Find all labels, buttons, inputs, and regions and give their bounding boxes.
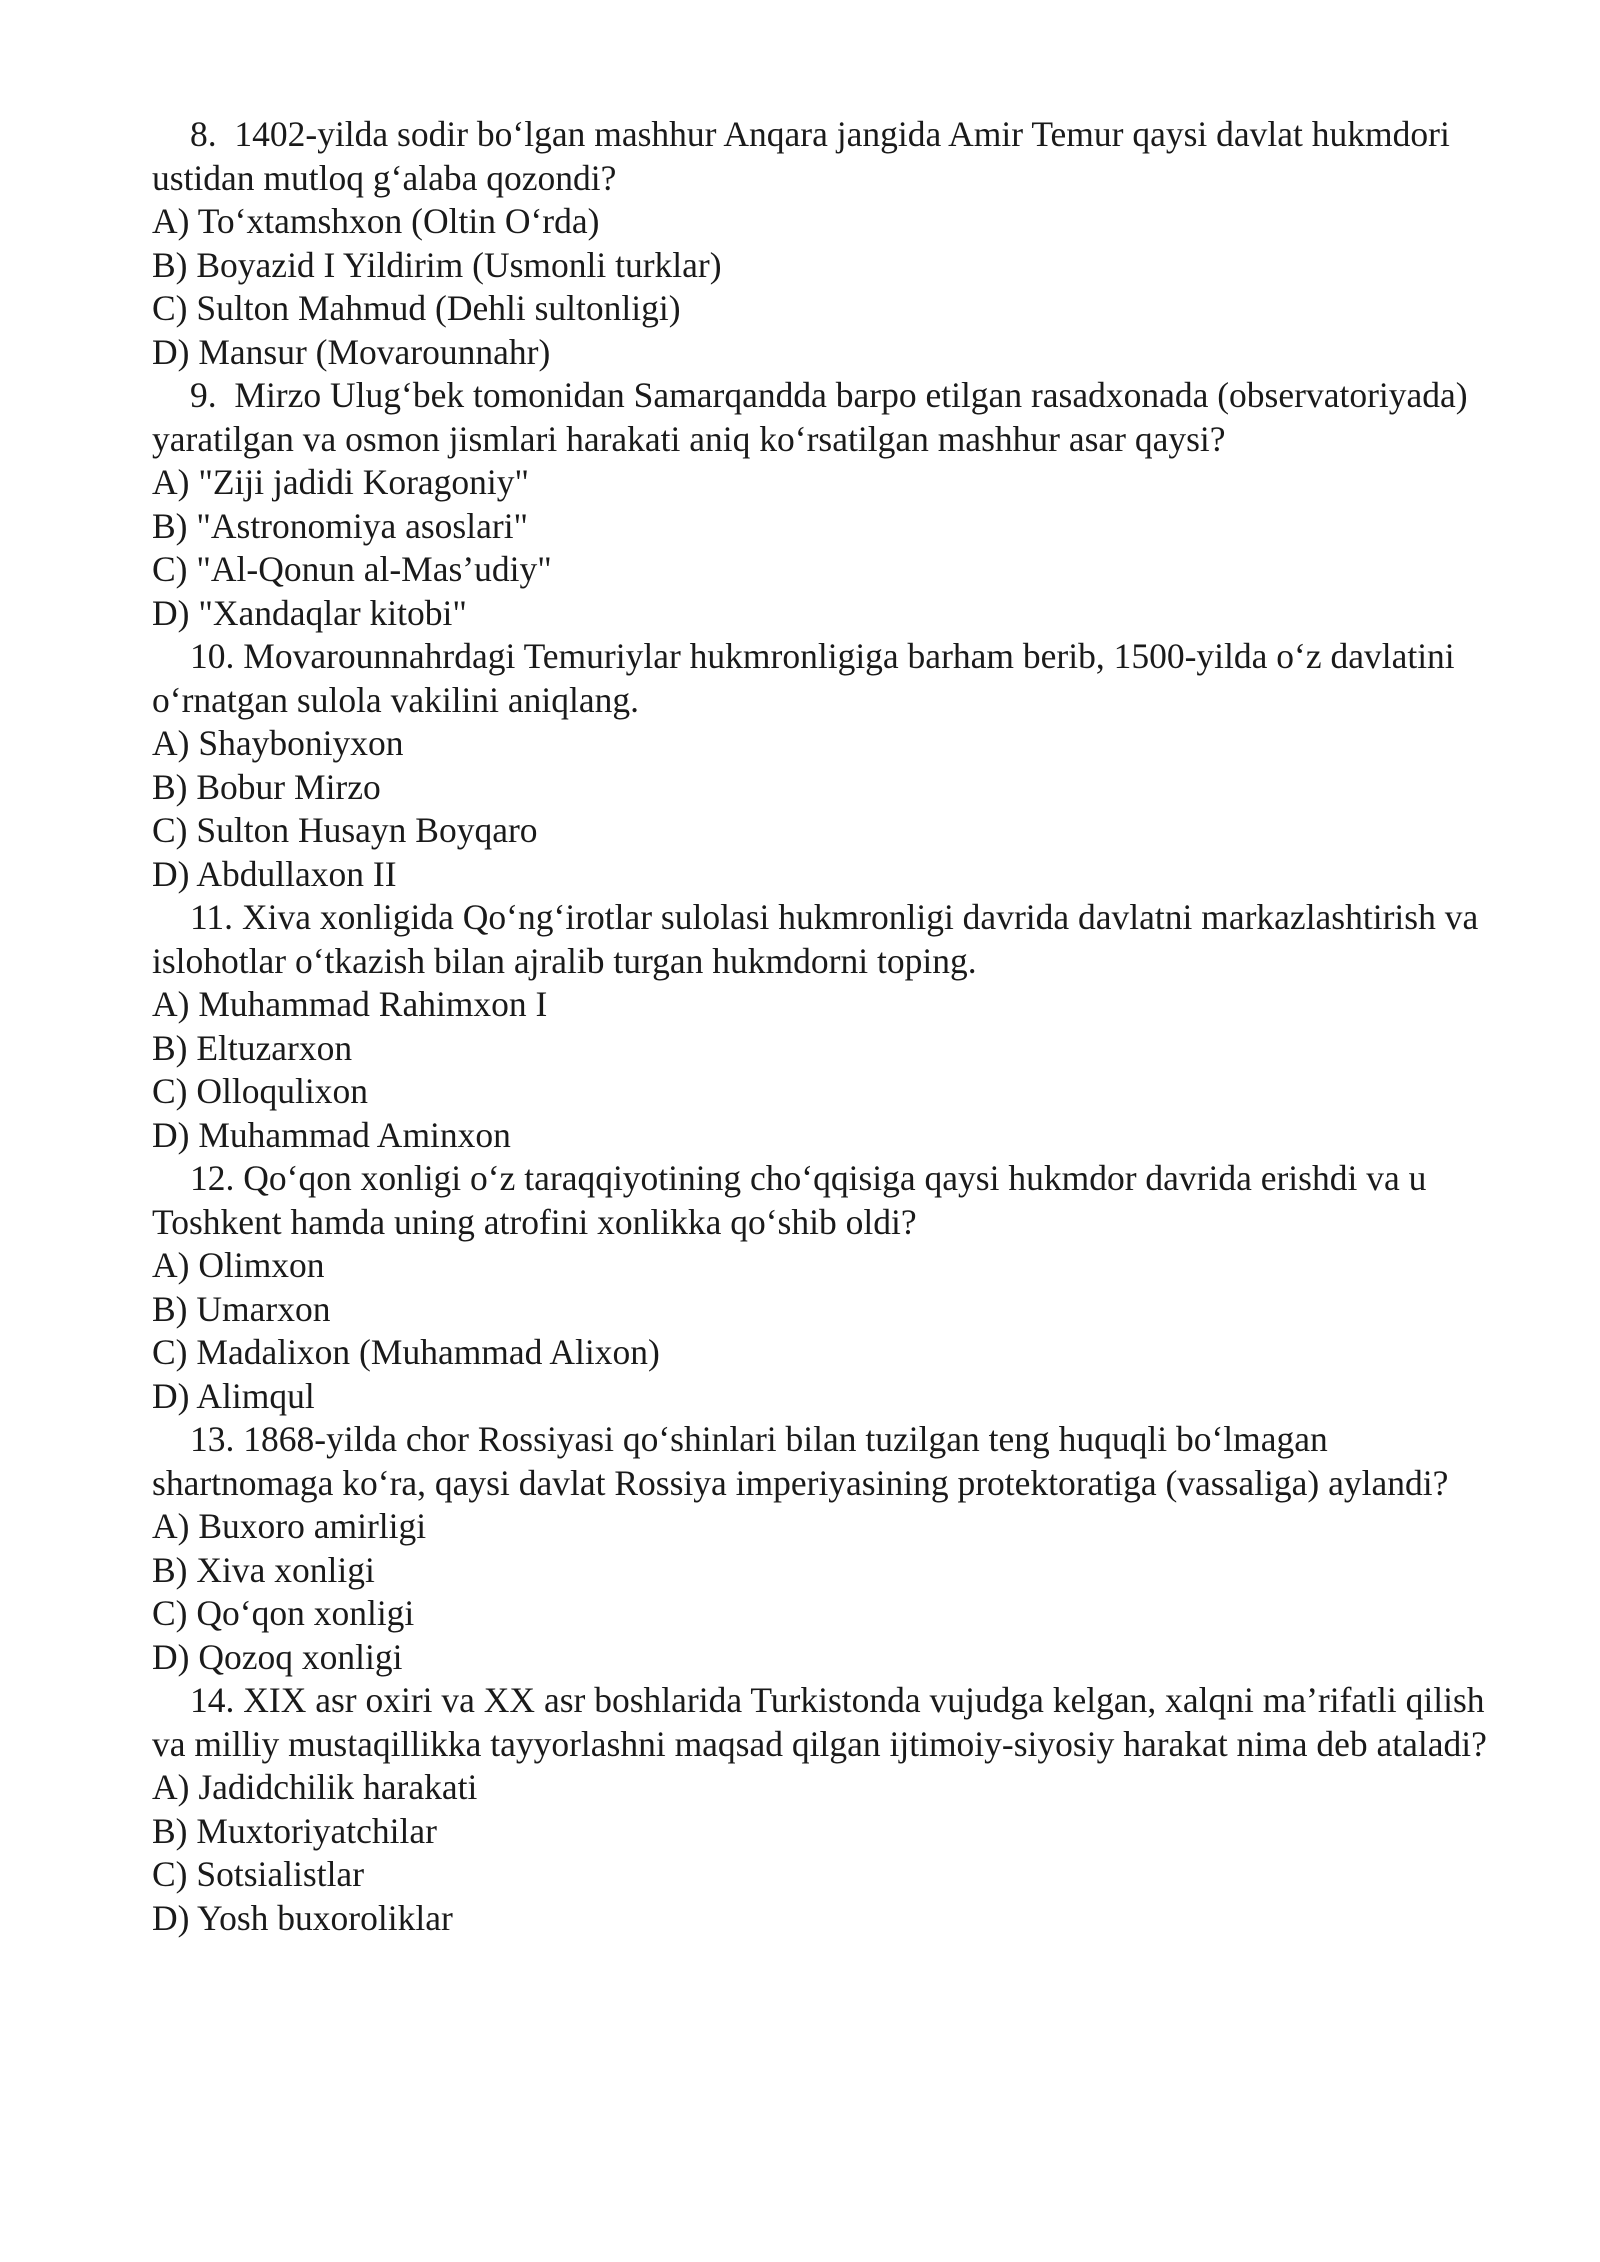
option-b: B) Umarxon: [152, 1288, 331, 1329]
option-b: B) Bobur Mirzo: [152, 766, 381, 807]
option-d: D) Abdullaxon II: [152, 853, 397, 894]
question-body: Qo‘qon xonligi o‘z taraqqiyotining cho‘qqisiga qaysi hukmdor davrida erishdi va u Toshkent hamda uning atrofini xonlikka qo‘shib oldi?: [152, 1158, 1427, 1242]
question-number: 13.: [190, 1419, 235, 1459]
option-b: B) Xiva xonligi: [152, 1549, 375, 1590]
option-d: D) Mansur (Movarounnahr): [152, 331, 551, 372]
option-d: D) Alimqul: [152, 1375, 315, 1416]
question-body: Movarounnahrdagi Temuriylar hukmronligiga barham berib, 1500-yilda o‘z davlatini o‘rnatgan sulola vakilini aniqlang.: [152, 636, 1455, 720]
question-10: [152, 635, 1492, 896]
option-a: A) "Ziji jadidi Koragoniy": [152, 462, 530, 502]
question-number: 9.: [190, 375, 217, 415]
question-number: 11.: [190, 897, 234, 937]
question-body: 1868-yilda chor Rossiyasi qo‘shinlari bilan tuzilgan teng huquqli bo‘lmagan shartnomaga ko‘ra, qaysi davlat Rossiya imperiyasining protektoratiga (vassaliga) aylandi?: [152, 1419, 1449, 1503]
question-text: [152, 374, 1492, 461]
option-b: B) Boyazid I Yildirim (Usmonli turklar): [152, 244, 722, 285]
question-number: 14.: [190, 1680, 235, 1720]
question-8: [152, 113, 1492, 374]
question-13: [152, 1418, 1492, 1679]
question-text: [152, 1157, 1492, 1244]
option-d: D) "Xandaqlar kitobi": [152, 592, 467, 633]
option-a: A) Jadidchilik harakati: [152, 1767, 478, 1807]
option-b: B) Muxtoriyatchilar: [152, 1810, 437, 1851]
question-12: [152, 1157, 1492, 1418]
question-number: 10.: [190, 636, 235, 676]
option-b: B) "Astronomiya asoslari": [152, 505, 529, 546]
question-body: XIX asr oxiri va XX asr boshlarida Turkistonda vujudga kelgan, xalqni ma’rifatli qilish va milliy mustaqillikka tayyorlashni maqsad qilgan ijtimoiy-siyosiy harakat nima deb ataladi?: [152, 1680, 1487, 1764]
option-c: C) Madalixon (Muhammad Alixon): [152, 1332, 660, 1372]
option-d: D) Muhammad Aminxon: [152, 1114, 511, 1155]
question-11: [152, 896, 1492, 1157]
question-text: [152, 1418, 1492, 1505]
option-a: A) Muhammad Rahimxon I: [152, 984, 548, 1024]
question-text: [152, 635, 1492, 722]
option-d: D) Qozoq xonligi: [152, 1636, 403, 1677]
document-page: [152, 113, 1492, 1940]
question-text: [152, 896, 1492, 983]
option-b: B) Eltuzarxon: [152, 1027, 353, 1068]
option-c: C) Sulton Husayn Boyqaro: [152, 810, 538, 850]
question-body: Mirzo Ulug‘bek tomonidan Samarqandda barpo etilgan rasadxonada (observatoriyada) yaratilgan va osmon jismlari harakati aniq ko‘rsatilgan mashhur asar qaysi?: [152, 375, 1468, 459]
option-c: C) Sotsialistlar: [152, 1854, 365, 1894]
question-number: 8.: [190, 114, 217, 154]
option-c: C) Sulton Mahmud (Dehli sultonligi): [152, 288, 681, 328]
option-d: D) Yosh buxoroliklar: [152, 1897, 453, 1938]
question-number: 12.: [190, 1158, 235, 1198]
option-a: A) Shayboniyxon: [152, 723, 404, 763]
option-a: A) To‘xtamshxon (Oltin O‘rda): [152, 201, 600, 241]
option-a: A) Olimxon: [152, 1245, 325, 1285]
question-text: [152, 1679, 1492, 1766]
question-body: Xiva xonligida Qo‘ng‘irotlar sulolasi hukmronligi davrida davlatni markazlashtirish va islohotlar o‘tkazish bilan ajralib turgan hukmdorni toping.: [152, 897, 1479, 981]
question-14: [152, 1679, 1492, 1940]
question-9: [152, 374, 1492, 635]
option-c: C) Olloqulixon: [152, 1071, 368, 1111]
option-c: C) "Al-Qonun al-Mas’udiy": [152, 549, 552, 589]
option-a: A) Buxoro amirligi: [152, 1506, 427, 1546]
option-c: C) Qo‘qon xonligi: [152, 1593, 415, 1633]
question-text: [152, 113, 1492, 200]
question-body: 1402-yilda sodir bo‘lgan mashhur Anqara jangida Amir Temur qaysi davlat hukmdori ustidan mutloq g‘alaba qozondi?: [152, 114, 1450, 198]
